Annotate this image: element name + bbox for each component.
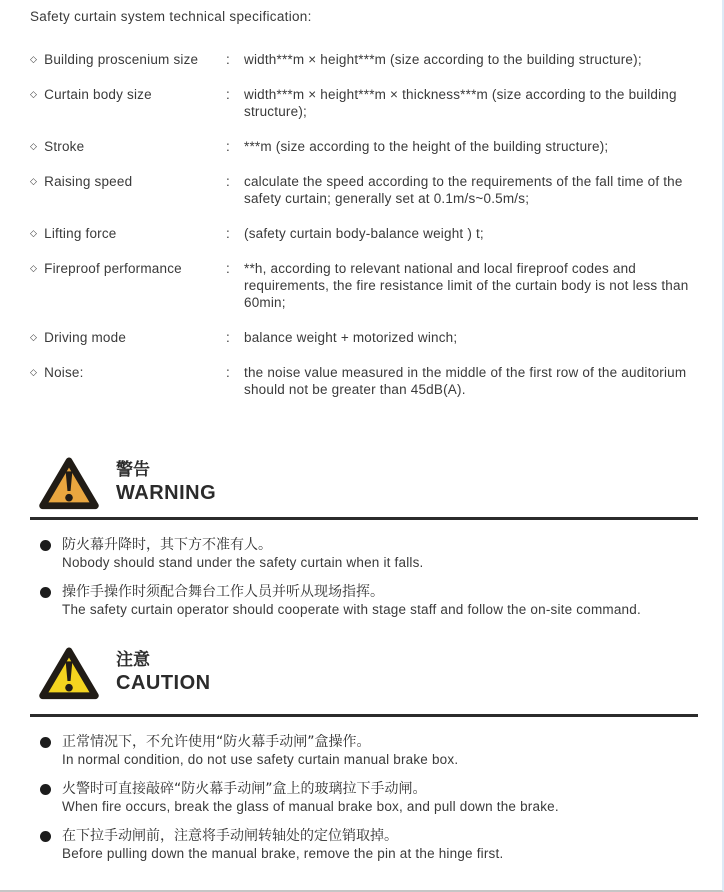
warning-header — [30, 456, 698, 510]
caution-item-en: Before pulling down the manual brake, remove the pin at the hinge first. — [62, 846, 504, 861]
spec-row-driving-mode — [30, 329, 698, 346]
spec-label: Building proscenium size — [44, 52, 199, 67]
spec-row-fireproof-performance — [30, 260, 698, 311]
spec-colon: : — [226, 87, 230, 102]
spec-value: width***m × height***m × thickness***m (size according to the building structure); — [244, 87, 677, 119]
caution-item-cn: 在下拉手动闸前，注意将手动闸转轴处的定位销取掉。 — [62, 828, 398, 844]
bullet-dot-icon — [40, 831, 51, 842]
spec-label: Fireproof performance — [44, 261, 182, 276]
spec-label: Curtain body size — [44, 87, 152, 102]
diamond-bullet-icon: ◇ — [30, 89, 38, 99]
caution-section — [30, 646, 698, 863]
diamond-bullet-icon: ◇ — [30, 332, 38, 342]
bullet-dot-icon — [40, 737, 51, 748]
warning-section — [30, 456, 698, 619]
caution-triangle-icon — [38, 646, 100, 700]
spec-value: width***m × height***m (size according to the building structure); — [244, 52, 642, 67]
spec-value: **h, according to relevant national and local fireproof codes and requirements, the fire resistance limit of the curtain body is not less than 60min; — [244, 261, 689, 310]
spec-label: Noise: — [44, 365, 84, 380]
spec-colon: : — [226, 330, 230, 345]
spec-list — [30, 51, 698, 398]
spec-colon: : — [226, 52, 230, 67]
caution-item-en: In normal condition, do not use safety curtain manual brake box. — [62, 752, 459, 767]
spec-value: the noise value measured in the middle of the first row of the auditorium should not be greater than 45dB(A). — [244, 365, 687, 397]
warning-item-cn: 操作手操作时须配合舞台工作人员并听从现场指挥。 — [62, 584, 384, 600]
spec-colon: : — [226, 365, 230, 380]
bullet-dot-icon — [40, 587, 51, 598]
diamond-bullet-icon: ◇ — [30, 141, 38, 151]
caution-items — [30, 733, 698, 863]
warning-item-cn: 防火幕升降时，其下方不准有人。 — [62, 537, 272, 553]
warning-title-cn: 警告 — [116, 460, 150, 480]
warning-item-en: Nobody should stand under the safety curtain when it falls. — [62, 555, 424, 570]
spec-row-noise — [30, 364, 698, 398]
spec-colon: : — [226, 139, 230, 154]
caution-item — [30, 780, 698, 816]
page-title: Safety curtain system technical specification: — [30, 9, 312, 24]
caution-item-cn: 正常情况下，不允许使用“防火幕手动闸”盒操作。 — [62, 734, 371, 750]
caution-divider — [30, 714, 698, 717]
caution-item-en: When fire occurs, break the glass of manual brake box, and pull down the brake. — [62, 799, 559, 814]
caution-item-cn: 火警时可直接敲碎“防火幕手动闸”盒上的玻璃拉下手动闸。 — [62, 781, 427, 797]
spec-row-curtain-body-size — [30, 86, 698, 120]
warning-item — [30, 583, 698, 619]
caution-item — [30, 827, 698, 863]
spec-value: (safety curtain body-balance weight ) t; — [244, 226, 484, 241]
spec-label: Raising speed — [44, 174, 133, 189]
spec-row-raising-speed — [30, 173, 698, 207]
spec-label: Stroke — [44, 139, 85, 154]
spec-value: ***m (size according to the height of the building structure); — [244, 139, 609, 154]
spec-label: Lifting force — [44, 226, 117, 241]
diamond-bullet-icon: ◇ — [30, 263, 38, 273]
warning-items — [30, 536, 698, 619]
bullet-dot-icon — [40, 540, 51, 551]
caution-title-en: CAUTION — [116, 672, 211, 694]
diamond-bullet-icon: ◇ — [30, 176, 38, 186]
warning-item-en: The safety curtain operator should cooperate with stage staff and follow the on-site command. — [62, 602, 641, 617]
warning-title-en: WARNING — [116, 482, 217, 504]
spec-row-proscenium-size — [30, 51, 698, 68]
spec-value: balance weight + motorized winch; — [244, 330, 458, 345]
spec-row-lifting-force — [30, 225, 698, 242]
spec-colon: : — [226, 226, 230, 241]
bullet-dot-icon — [40, 784, 51, 795]
warning-item — [30, 536, 698, 572]
spec-colon: : — [226, 174, 230, 189]
spec-row-stroke — [30, 138, 698, 155]
caution-title-cn: 注意 — [116, 650, 150, 670]
caution-header — [30, 646, 698, 700]
spec-colon: : — [226, 261, 230, 276]
spec-label: Driving mode — [44, 330, 127, 345]
diamond-bullet-icon: ◇ — [30, 54, 38, 64]
spec-value: calculate the speed according to the requirements of the fall time of the safety curtain; generally set at 0.1m/s~0.5m/s; — [244, 174, 683, 206]
diamond-bullet-icon: ◇ — [30, 228, 38, 238]
warning-triangle-icon — [38, 456, 100, 510]
warning-divider — [30, 517, 698, 520]
diamond-bullet-icon: ◇ — [30, 367, 38, 377]
caution-item — [30, 733, 698, 769]
